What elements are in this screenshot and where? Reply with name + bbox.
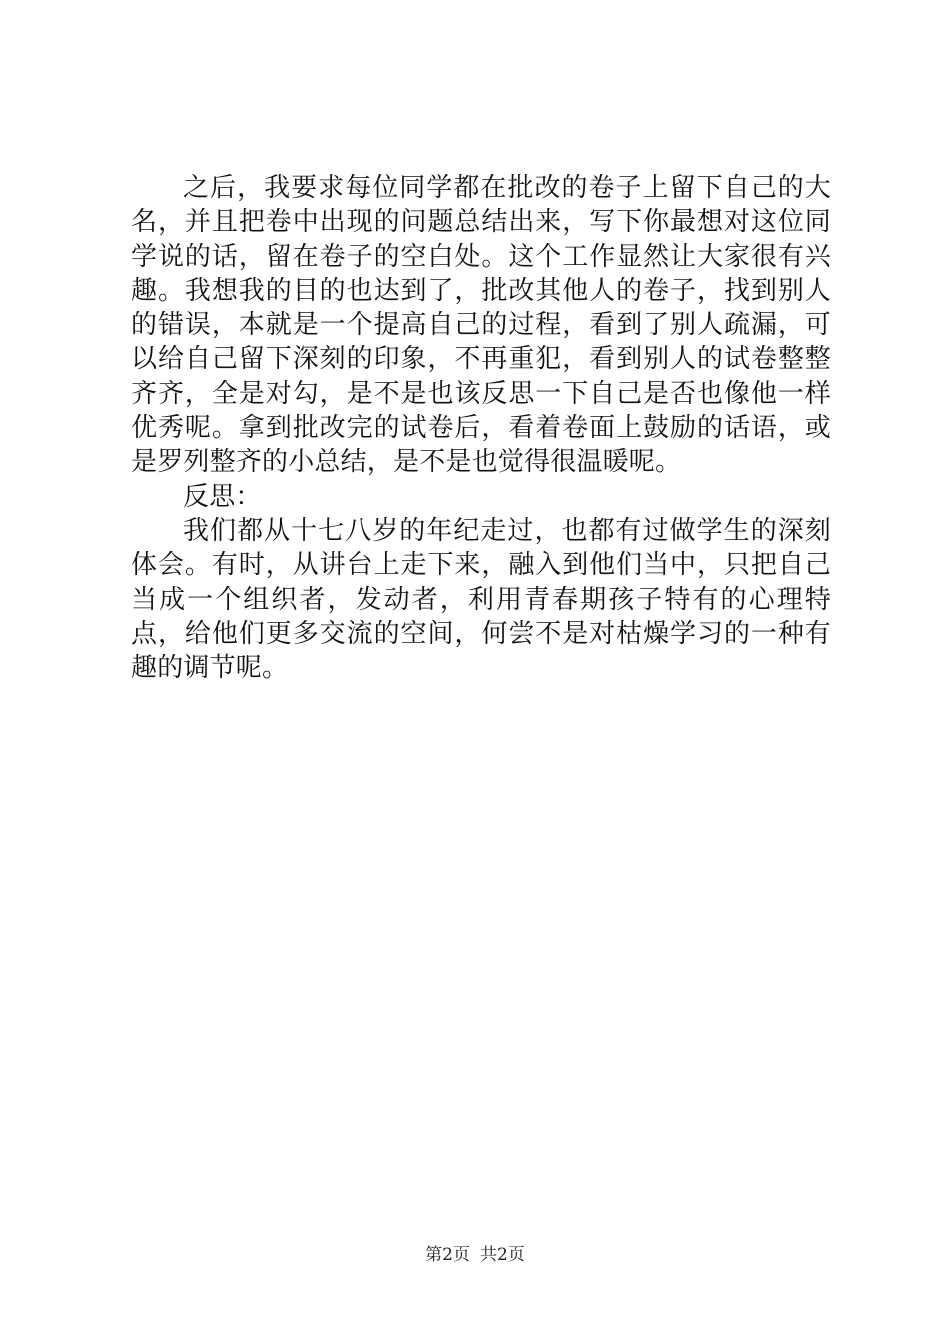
body-paragraph: 我们都从十七八岁的年纪走过，也都有过做学生的深刻体会。有时，从讲台上走下来，融入到他们当中，只把自己当成一个组织者，发动者，利用青春期孩子特有的心理特点，给他们更多交流的空间，何尝不是对枯燥学习的一种有趣的调节呢。 xyxy=(131,515,831,684)
page-total: 共2页 xyxy=(480,1245,525,1265)
body-paragraph: 之后，我要求每位同学都在批改的卷子上留下自己的大名，并且把卷中出现的问题总结出来，写下你最想对这位同学说的话，留在卷子的空白处。这个工作显然让大家很有兴趣。我想我的目的也达到了，批改其他人的卷子，找到别人的错误，本就是一个提高自己的过程，看到了别人疏漏，可以给自己留下深刻的印象，不再重犯，看到别人的试卷整整齐齐，全是对勾，是不是也该反思一下自己是否也像他一样优秀呢。拿到批改完的试卷后，看着卷面上鼓励的话语，或是罗列整齐的小总结，是不是也觉得很温暖呢。 xyxy=(131,173,831,478)
page-number: 第2页 xyxy=(425,1245,470,1265)
document-body xyxy=(131,171,831,685)
section-heading-reflection: 反思： xyxy=(183,481,262,512)
page-footer xyxy=(0,1244,950,1266)
